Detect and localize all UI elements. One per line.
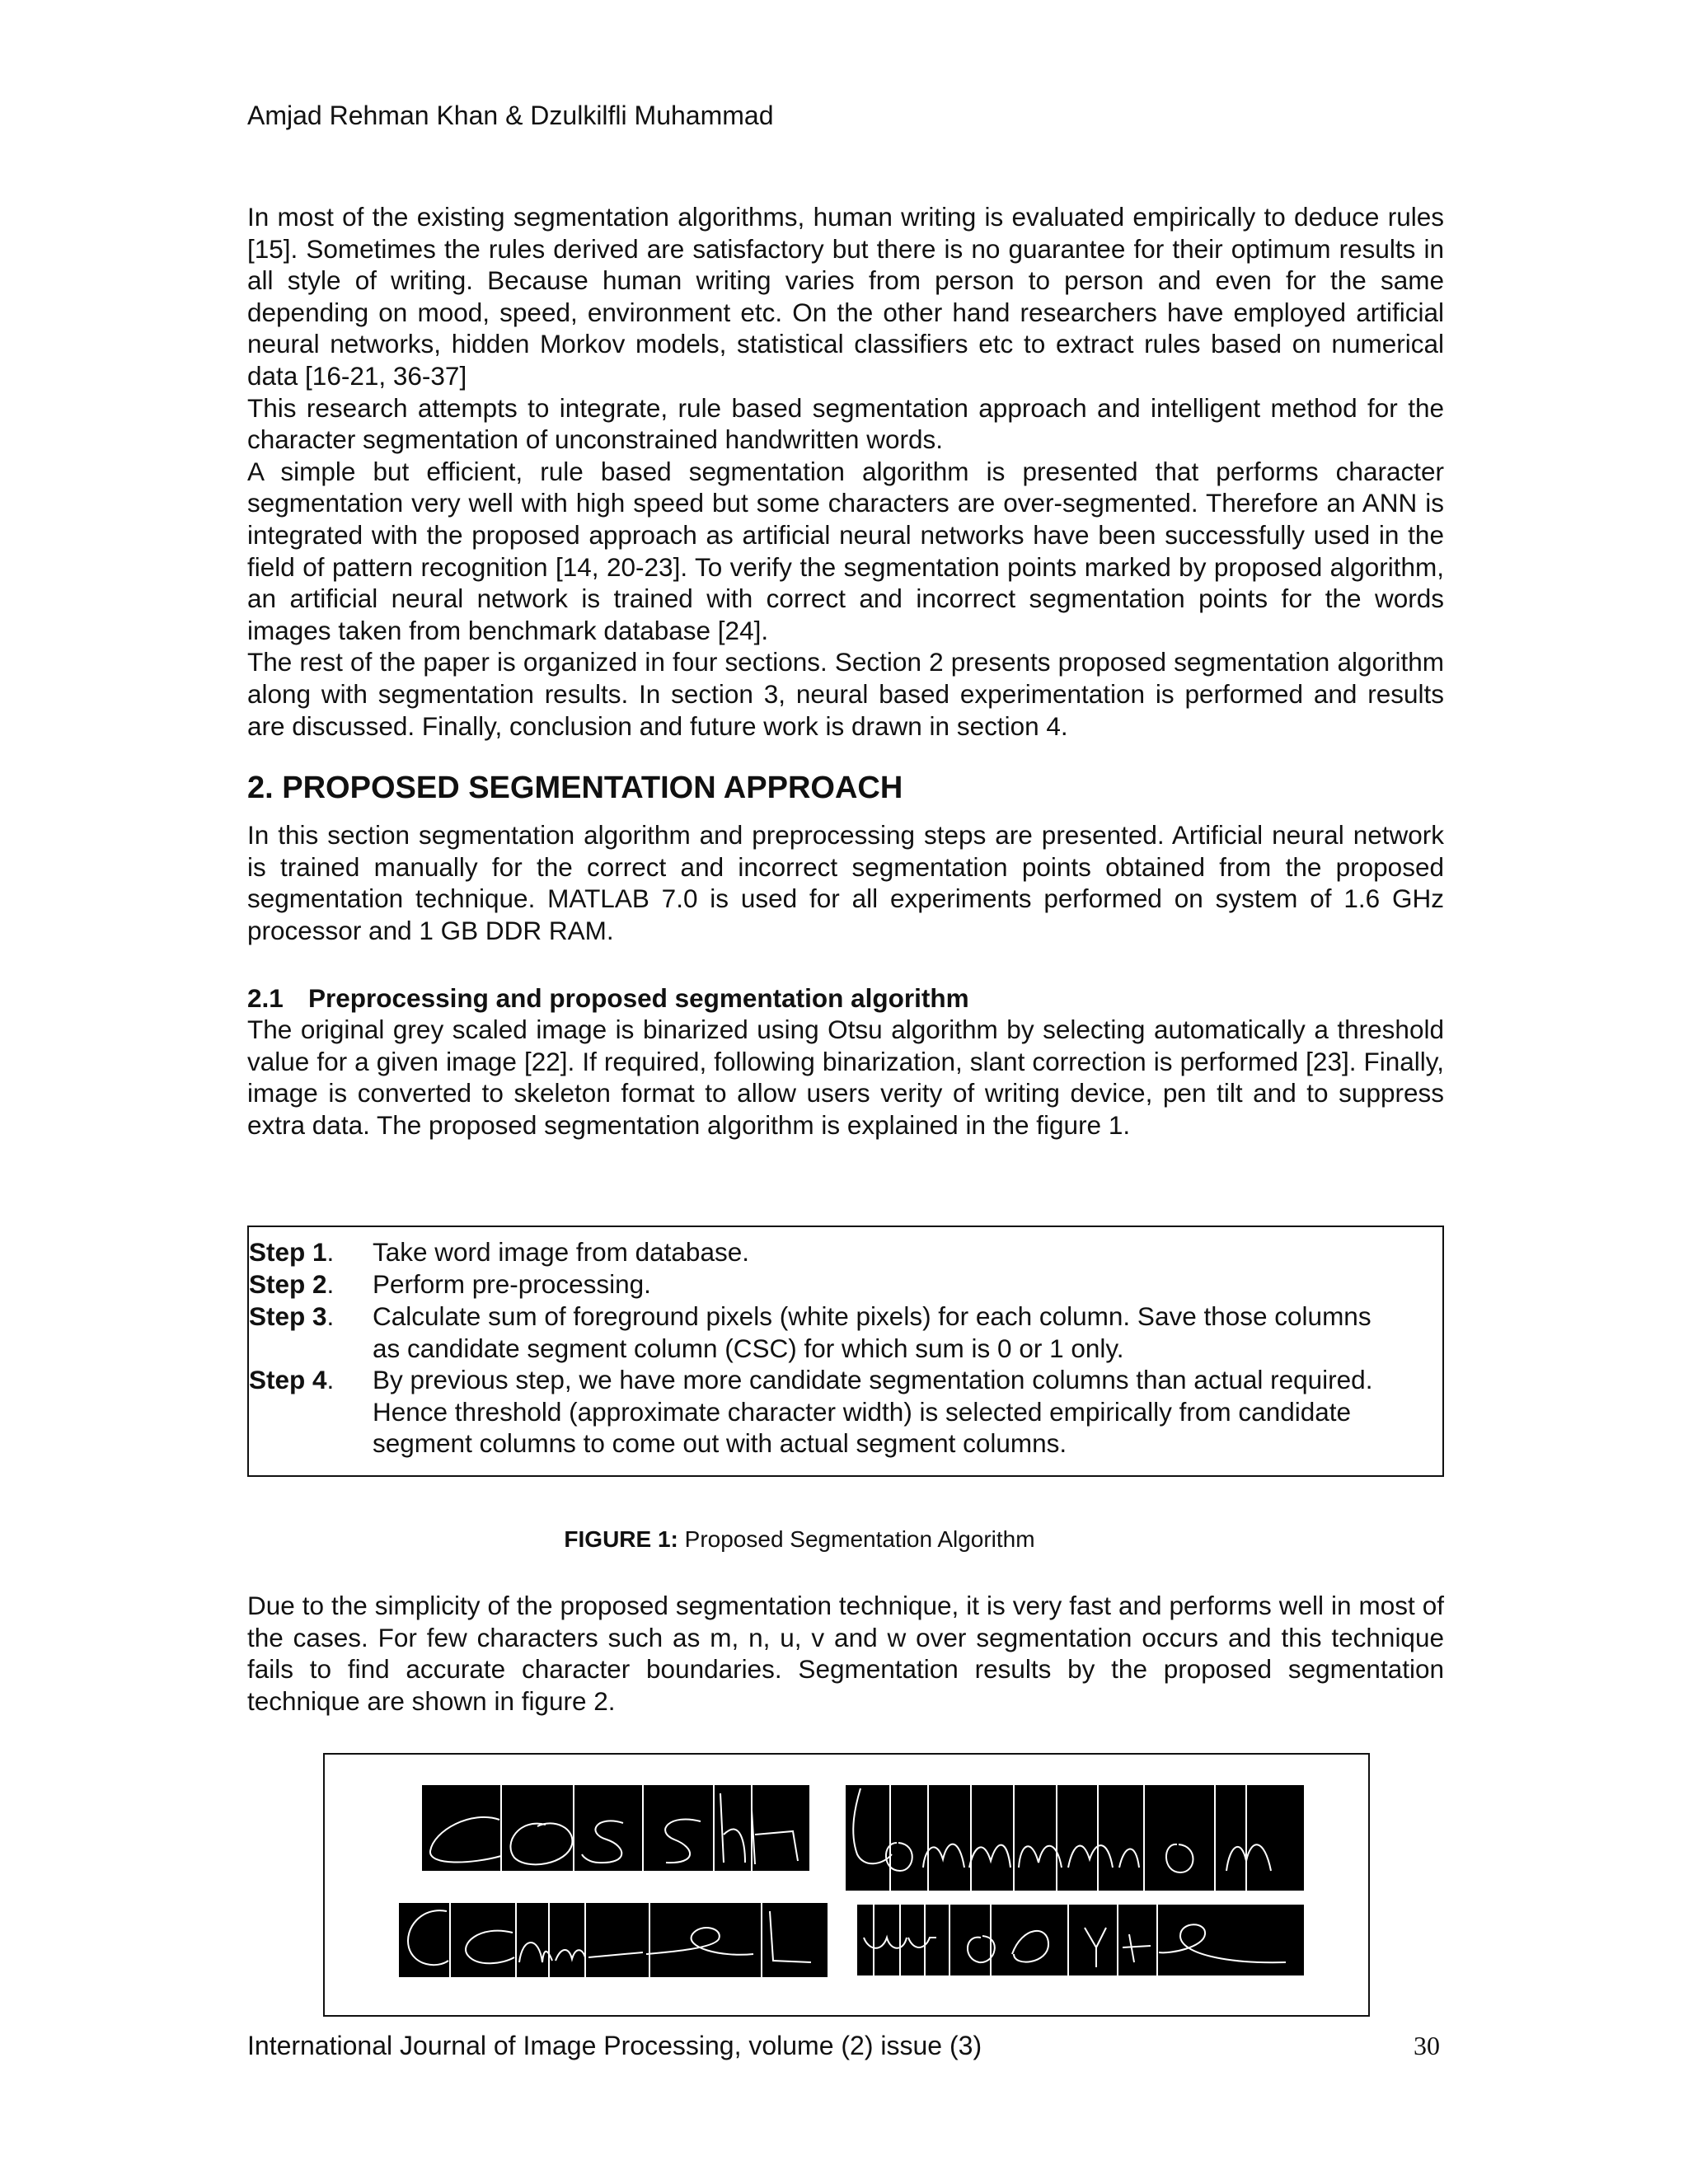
results-paragraph: Due to the simplicity of the proposed segmentation technique, it is very fast and performs well in most of the cases. For few characters such as m, n, u, v and w over segmentation occurs and this technique fails to find accurate character boundaries. Segmentation results by the proposed segmentation technique are shown in figure 2. [247,1591,1444,1716]
footer-page-number: 30 [1414,2031,1440,2060]
intro-para-1: In most of the existing segmentation algorithms, human writing is evaluated empirically to deduce rules [15]. Sometimes the rules derived are satisfactory but there is no guarantee for their optimum results in all style of writing. Because human writing varies from person to person and even for the same depending on mood, speed, environment etc. On the other hand researchers have employed artificial neural networks, hidden Morkov models, statistical classifiers etc to extract rules based on numerical data [16-21, 36-37] [247,202,1444,391]
running-header-authors: Amjad Rehman Khan & Dzulkilfli Muhammad [247,101,774,130]
footer-journal-name: International Journal of Image Processing, volume (2) issue (3) [247,2031,982,2060]
step-4-label: Step 4 [249,1365,327,1394]
intro-para-3: A simple but efficient, rule based segmentation algorithm is presented that performs character segmentation very well with high speed but some characters are over-segmented. Therefore an ANN is integrated with the proposed approach as artificial neural networks have been successfully used in the field of pattern recognition [14, 20-23]. To verify the segmentation points marked by proposed algorithm, an artificial neural network is trained with correct and incorrect segmentation points for the words images taken from benchmark database [24]. [247,456,1444,645]
intro-para-4: The rest of the paper is organized in four sections. Section 2 presents proposed segmentation algorithm along with segmentation results. In section 3, neural based experimentation is performed and results are discussed. Finally, conclusion and future work is drawn in section 4. [247,647,1444,741]
segmented-word-image-1 [422,1785,809,1871]
section-2-1-title: Preprocessing and proposed segmentation algorithm [308,983,969,1013]
segmented-word-image-4 [857,1905,1304,1975]
figure-2-segmented-words [323,1753,1370,2017]
step-1-label: Step 1 [249,1237,327,1267]
intro-para-2: This research attempts to integrate, rule based segmentation approach and intelligent method for the character segmentation of unconstrained handwritten words. [247,392,1444,455]
section-2-heading: 2. PROPOSED SEGMENTATION APPROACH [247,771,903,805]
section-2-1-heading [247,982,969,1014]
step-2-label: Step 2 [249,1269,327,1299]
section-2-1-paragraph: The original grey scaled image is binarized using Otsu algorithm by selecting automatically a threshold value for a given image [22]. If required, following binarization, slant correction is performed [23]. Finally, image is converted to skeleton format to allow users verity of writing device, pen tilt and to suppress extra data. The proposed segmentation algorithm is explained in the figure 1. [247,1015,1444,1140]
segmented-word-image-3 [399,1903,828,1977]
section-2-1-number: 2.1 [247,983,284,1013]
step-3-label: Step 3 [249,1301,327,1331]
section-2-paragraph: In this section segmentation algorithm and preprocessing steps are presented. Artificial neural network is trained manually for the correct and incorrect segmentation points obtained from the proposed segmentation technique. MATLAB 7.0 is used for all experiments performed on system of 1.6 GHz processor and 1 GB DDR RAM. [247,820,1444,945]
figure-1-label: FIGURE 1: [564,1526,678,1552]
algorithm-steps-box: Step 1. Take word image from database. Step 2. Perform pre-processing. Step 3. Calculate sum of foreground pixels (white pixels) for each column. Save those columns as candidate segment column (CSC) for which sum is 0 or 1 only. Step 4. By previous step, we have more candidate segmentation columns than actual required. Hence threshold (approximate character width) is selected empirically from candidate segment columns to come out with actual segment columns. [247,1226,1444,1477]
figure-1-caption: FIGURE 1: Proposed Segmentation Algorithm [564,1526,1035,1552]
intro-paragraphs [247,201,1444,742]
segmented-word-image-2 [846,1785,1304,1891]
